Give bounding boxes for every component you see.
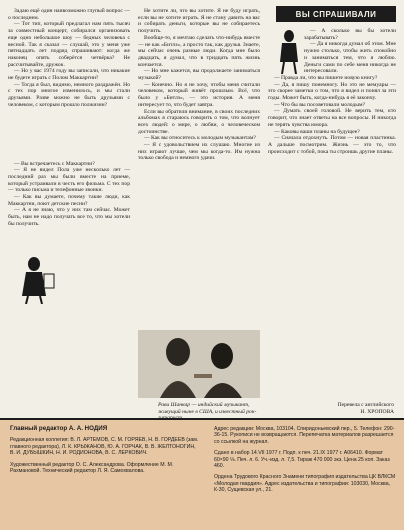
editor-in-chief: Главный редактор А. А. НОДИЯ [10, 425, 108, 432]
paragraph: — Думать своей головой. Не верить тем, кто говорит, что знает ответы на все вопросы. И никогда не терять чувства юмора. [268, 108, 396, 128]
photo-caption: Рави Шанкар — индийский музыкант, живущий ныне в США, и известный рок- [158, 402, 257, 415]
paragraph: — Да я никогда думал об этом. Мне нужно столько, чтобы жить спокойно и заниматься тем, что я люблю. Деньги сами по себе меня никогда не интересовали. [304, 41, 396, 75]
translator-label: Перевела с английского [337, 402, 394, 408]
paragraph: — А сколько вы бы хотели зарабатывать? [304, 28, 396, 41]
illustration-figure-left [14, 256, 58, 304]
editorial-address: Адрес редакции: Москва, 103104, Спиридоньевский пер., 5. Телефон: 290-36-15. Рукописи не возвращаются. Перепечатка материалов разрешается со ссылкой на журнал. [214, 426, 395, 445]
article-column-1 [8, 8, 130, 416]
paragraph: — Что бы вы посоветовали молодым? [274, 101, 366, 108]
paragraph: — Да, я пишу понемногу. Но это не мемуары — это скорее заметки о том, что я видел и понял за эти годы. Может быть, когда-нибудь я её закончу. [268, 81, 396, 102]
paragraph: — Вы встречаетесь с Маккартни? [14, 160, 95, 167]
paragraph: — Тот тип, который предлагал нам пять тысяч за совместный концерт, собирался организовать еще одно небольшое шоу — бедных человека с весной. Так я сказал — слушай, это у меня уже пятнадцать лет подряд спрашивают: когда же наконец опять соберётся четвёрка? Не рассчитывайте, дружок. [8, 21, 130, 68]
paragraph: — Как вы думаете, почему такие люди, как Маккартни, поют детские песни? [8, 194, 130, 207]
paragraph: — Но у вас 1974 году вы записали, что никакие не будете играть с Полом Маккартни? [8, 68, 130, 82]
paragraph: — Как вы относитесь к молодым музыкантам? [144, 135, 256, 142]
colophon-left [10, 426, 200, 479]
paragraph: — Конечно. Но я не хочу, чтобы меня считали человеком, который живёт прошлым. Всё, что было у «Битлз», — это история. А меня интересует то, что будет завтра. [138, 81, 260, 108]
paragraph: Вообще-то, я мечтаю сделать что-нибудь вместе — не как «Битлз», а просто так, как друзья. Знаете, мы сейчас очень разные люди. Когда мне было двадцать, я думал, что в тридцать пять жизнь кончается. [138, 34, 260, 68]
art-editors: Художественный редактор О. С. Александрова. Оформление М. М. Рахмановой. Технический редактор Л. Я. Самохвалова. [10, 461, 174, 475]
paragraph: Задаю ещё один наивозможно глупый вопрос — о последнем. [8, 8, 130, 21]
translator-name: Н. ХРОПОВА [360, 408, 394, 415]
paragraph: — Но мне кажется, вы продолжаете заниматься музыкой? [138, 68, 260, 82]
printing-house: Ордена Трудового Красного Знамени типография издательства ЦК ВЛКСМ «Молодая гвардия». Адрес издательства и типографии: 103030, Москва, К-30, Сущевская ул., 21. [214, 474, 396, 494]
colophon [0, 420, 404, 530]
translator-credit [284, 402, 394, 415]
paragraph: — А я не знаю, что у них там сейчас. Может быть, нам не надо получать все то, что мы хотели бы получить. [8, 207, 130, 227]
paragraph: — Правда ли, что вы пишете новую книгу? [274, 74, 378, 81]
figure-float [268, 28, 304, 74]
paragraph: Если вы обратили внимание, в своих последних альбомах я стараюсь говорить о том, что волнует всех людей: о мире, о любви, о человеческом достоинстве. [138, 108, 260, 135]
article-column-3 [268, 28, 396, 400]
article-photo [138, 330, 260, 398]
paragraph: — Я с удовольствием их слушаю. Многие из них играют лучше, чем мы когда-то. Им нужна только свобода и немного удачи. [138, 142, 260, 162]
paragraph: — Каковы ваши планы на будущее? [274, 128, 360, 135]
print-details: Сдано в набор 14.VII 1977 г. Подп. к печ. 21.IX 1977 г. А06410. Формат 60×90 ⅛. Печ. л. 6. Уч.-изд. л. 7,5. Тираж 470 000 экз. Цена 25 коп. Заказ 460. [214, 450, 390, 470]
paragraph: — Сначала отдохнуть. Потом — новая пластинка. А дальше посмотрим. Жизнь — это то, что происходит с тобой, пока ты строишь другие планы. [268, 135, 396, 155]
editorial-board: Редакционная коллегия: В. Л. АРТЕМОВ, С. М. ГОРЯЕВ, Н. В. ГОРДЕЕВ (зам. главного редактора), Л. К. КРЫЖАНОВ, Ю. А. ГОРЧАК, В. В. ЖЕЛТОНОГИН, В. И. ДУБЫШКИН, Н. И. РОДИОНОВА, В. С. ЛЕРКОВИЧ. [10, 437, 199, 457]
colophon-right [214, 426, 396, 499]
section-header: ВЫ СПРАШИВАЛИ [276, 6, 396, 22]
paragraph: — Я не видел Пола уже несколько лет — последний раз мы были вместе на приеме, который устраивали в честь его фильма. С тех пор — только письма и телефонные звонки. [8, 167, 130, 194]
paragraph: Не хотите ли, что вы хотите. Я не буду играть, если вы не хотите играть. Я не стану давить на вас и собирать деньги, которые вы не собираетесь получить. [138, 8, 260, 35]
article-column-2 [138, 8, 260, 326]
photo-image [138, 330, 260, 398]
paragraph: — Тогда я был, видимо, немного раздражён. Но с тех пор многое изменилось, и мы стали друзьями. Разве можно не быть друзьями с человеком, с которым прошло полжизни? [8, 81, 130, 108]
figure-spacer [8, 109, 130, 161]
